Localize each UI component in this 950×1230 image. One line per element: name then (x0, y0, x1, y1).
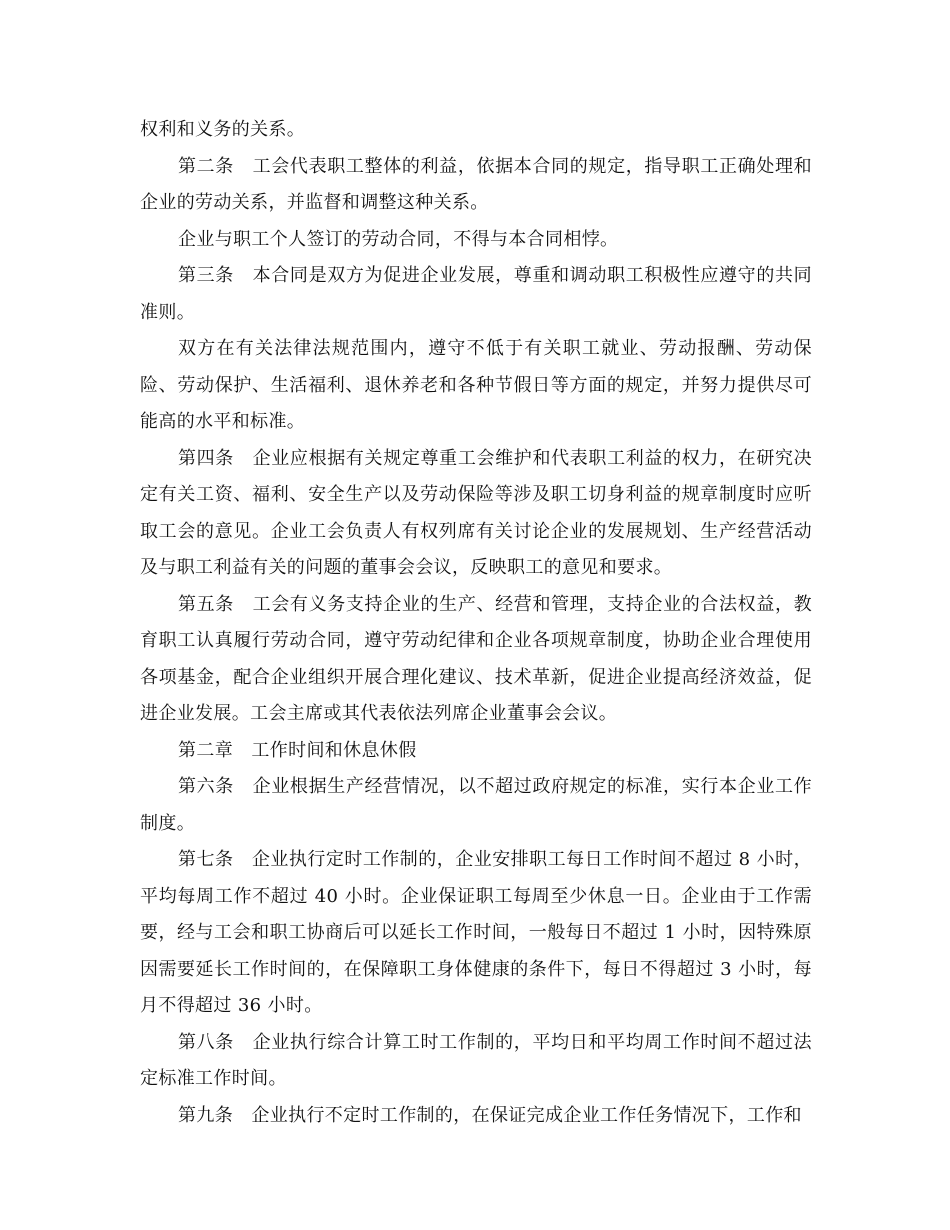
paragraph: 第六条 企业根据生产经营情况，以不超过政府规定的标准，实行本企业工作制度。 (140, 776, 812, 834)
paragraph: 第七条 企业执行定时工作制的，企业安排职工每日工作时间不超过 8 小时，平均每周工作不超过 40 小时。企业保证职工每周至少休息一日。企业由于工作需要，经与工会和职工协商后可以延长工作时间，一般每日不超过 1 小时，因特殊原因需要延长工作时间的，在保障职工身体健康的条件下，每日不得超过 3 小时，每月不得超过 36 小时。 (140, 849, 812, 1016)
paragraph: 双方在有关法律法规范围内，遵守不低于有关职工就业、劳动报酬、劳动保险、劳动保护、生活福利、退休养老和各种节假日等方面的规定，并努力提供尽可能高的水平和标准。 (140, 338, 812, 432)
paragraph: 第二条 工会代表职工整体的利益，依据本合同的规定，指导职工正确处理和企业的劳动关系，并监督和调整这种关系。 (140, 155, 812, 213)
paragraph: 第四条 企业应根据有关规定尊重工会维护和代表职工利益的权力，在研究决定有关工资、福利、安全生产以及劳动保险等涉及职工切身利益的规章制度时应听取工会的意见。企业工会负责人有权列席有关讨论企业的发展规划、生产经营活动及与职工利益有关的问题的董事会会议，反映职工的意见和要求。 (140, 447, 812, 578)
paragraph: 第九条 企业执行不定时工作制的，在保证完成企业工作任务情况下，工作和 (178, 1104, 802, 1126)
paragraph: 第三条 本合同是双方为促进企业发展，尊重和调动职工积极性应遵守的共同准则。 (140, 265, 812, 323)
paragraph: 企业与职工个人签订的劳动合同，不得与本合同相悖。 (178, 228, 619, 250)
chapter-heading: 第二章 工作时间和休息休假 (178, 739, 417, 761)
document-body (140, 112, 812, 1134)
paragraph: 权利和义务的关系。 (140, 119, 306, 140)
paragraph: 第五条 工会有义务支持企业的生产、经营和管理，支持企业的合法权益，教育职工认真履行劳动合同，遵守劳动纪律和企业各项规章制度，协助企业合理使用各项基金，配合企业组织开展合理化建议、技术革新，促进企业提高经济效益，促进企业发展。工会主席或其代表依法列席企业董事会会议。 (140, 593, 812, 724)
paragraph: 第八条 企业执行综合计算工时工作制的，平均日和平均周工作时间不超过法定标准工作时间。 (140, 1031, 812, 1089)
